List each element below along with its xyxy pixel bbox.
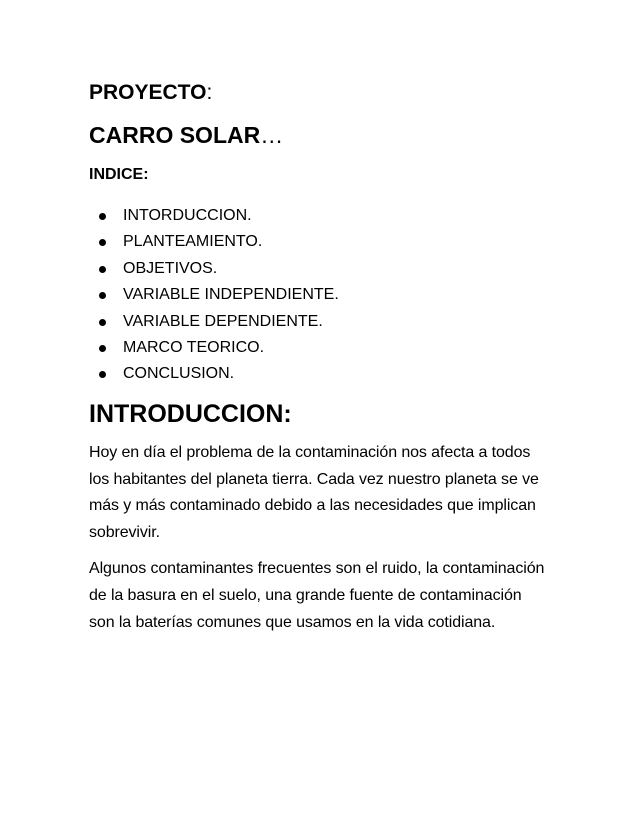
introduction-paragraph-2: Algunos contaminantes frecuentes son el ruido, la contaminación de la basura en el suelo, una grande fuente de contaminación son la baterías comunes que usamos en la vida cotidiana. [89, 559, 545, 631]
project-heading [89, 82, 549, 103]
index-item-label: CONCLUSION. [123, 365, 235, 383]
index-item-label: PLANTEAMIENTO. [123, 233, 263, 251]
index-list [89, 203, 549, 388]
project-colon: : [206, 81, 213, 104]
index-item-objetivos [89, 256, 549, 282]
car-suffix: … [260, 122, 284, 148]
document-content [89, 74, 549, 636]
index-item-label: OBJETIVOS. [123, 259, 218, 277]
index-item-planteamiento [89, 229, 549, 255]
index-item-variable-dependiente [89, 309, 549, 335]
index-item-label: VARIABLE INDEPENDIENTE. [123, 286, 339, 304]
index-item-introduction [89, 203, 549, 229]
index-item-label: MARCO TEORICO. [123, 338, 265, 356]
index-item-marco-teorico [89, 335, 549, 361]
index-item-label: INTORDUCCION. [123, 207, 252, 224]
index-item-variable-independiente [89, 282, 549, 308]
introduction-paragraph-1: Hoy en día el problema de la contaminación nos afecta a todos los habitantes del planeta tierra. Cada vez nuestro planeta se ve más y más contaminado debido a las necesidades que implican sobrevivir. [89, 443, 539, 542]
index-heading: INDICE: [89, 166, 149, 183]
bullet-icon [99, 213, 106, 220]
car-label: CARRO SOLAR [89, 122, 261, 148]
bullet-icon [99, 239, 106, 246]
index-item-label: VARIABLE DEPENDIENTE. [123, 312, 323, 330]
bullet-icon [99, 266, 106, 273]
bullet-icon [99, 292, 106, 299]
index-item-conclusion [89, 361, 549, 387]
bullet-icon [99, 371, 106, 378]
bullet-icon [99, 319, 106, 326]
project-label: PROYECTO [89, 81, 207, 104]
project-title [89, 124, 549, 147]
introduction-heading: INTRODUCCION: [89, 399, 292, 428]
bullet-icon [99, 345, 106, 352]
